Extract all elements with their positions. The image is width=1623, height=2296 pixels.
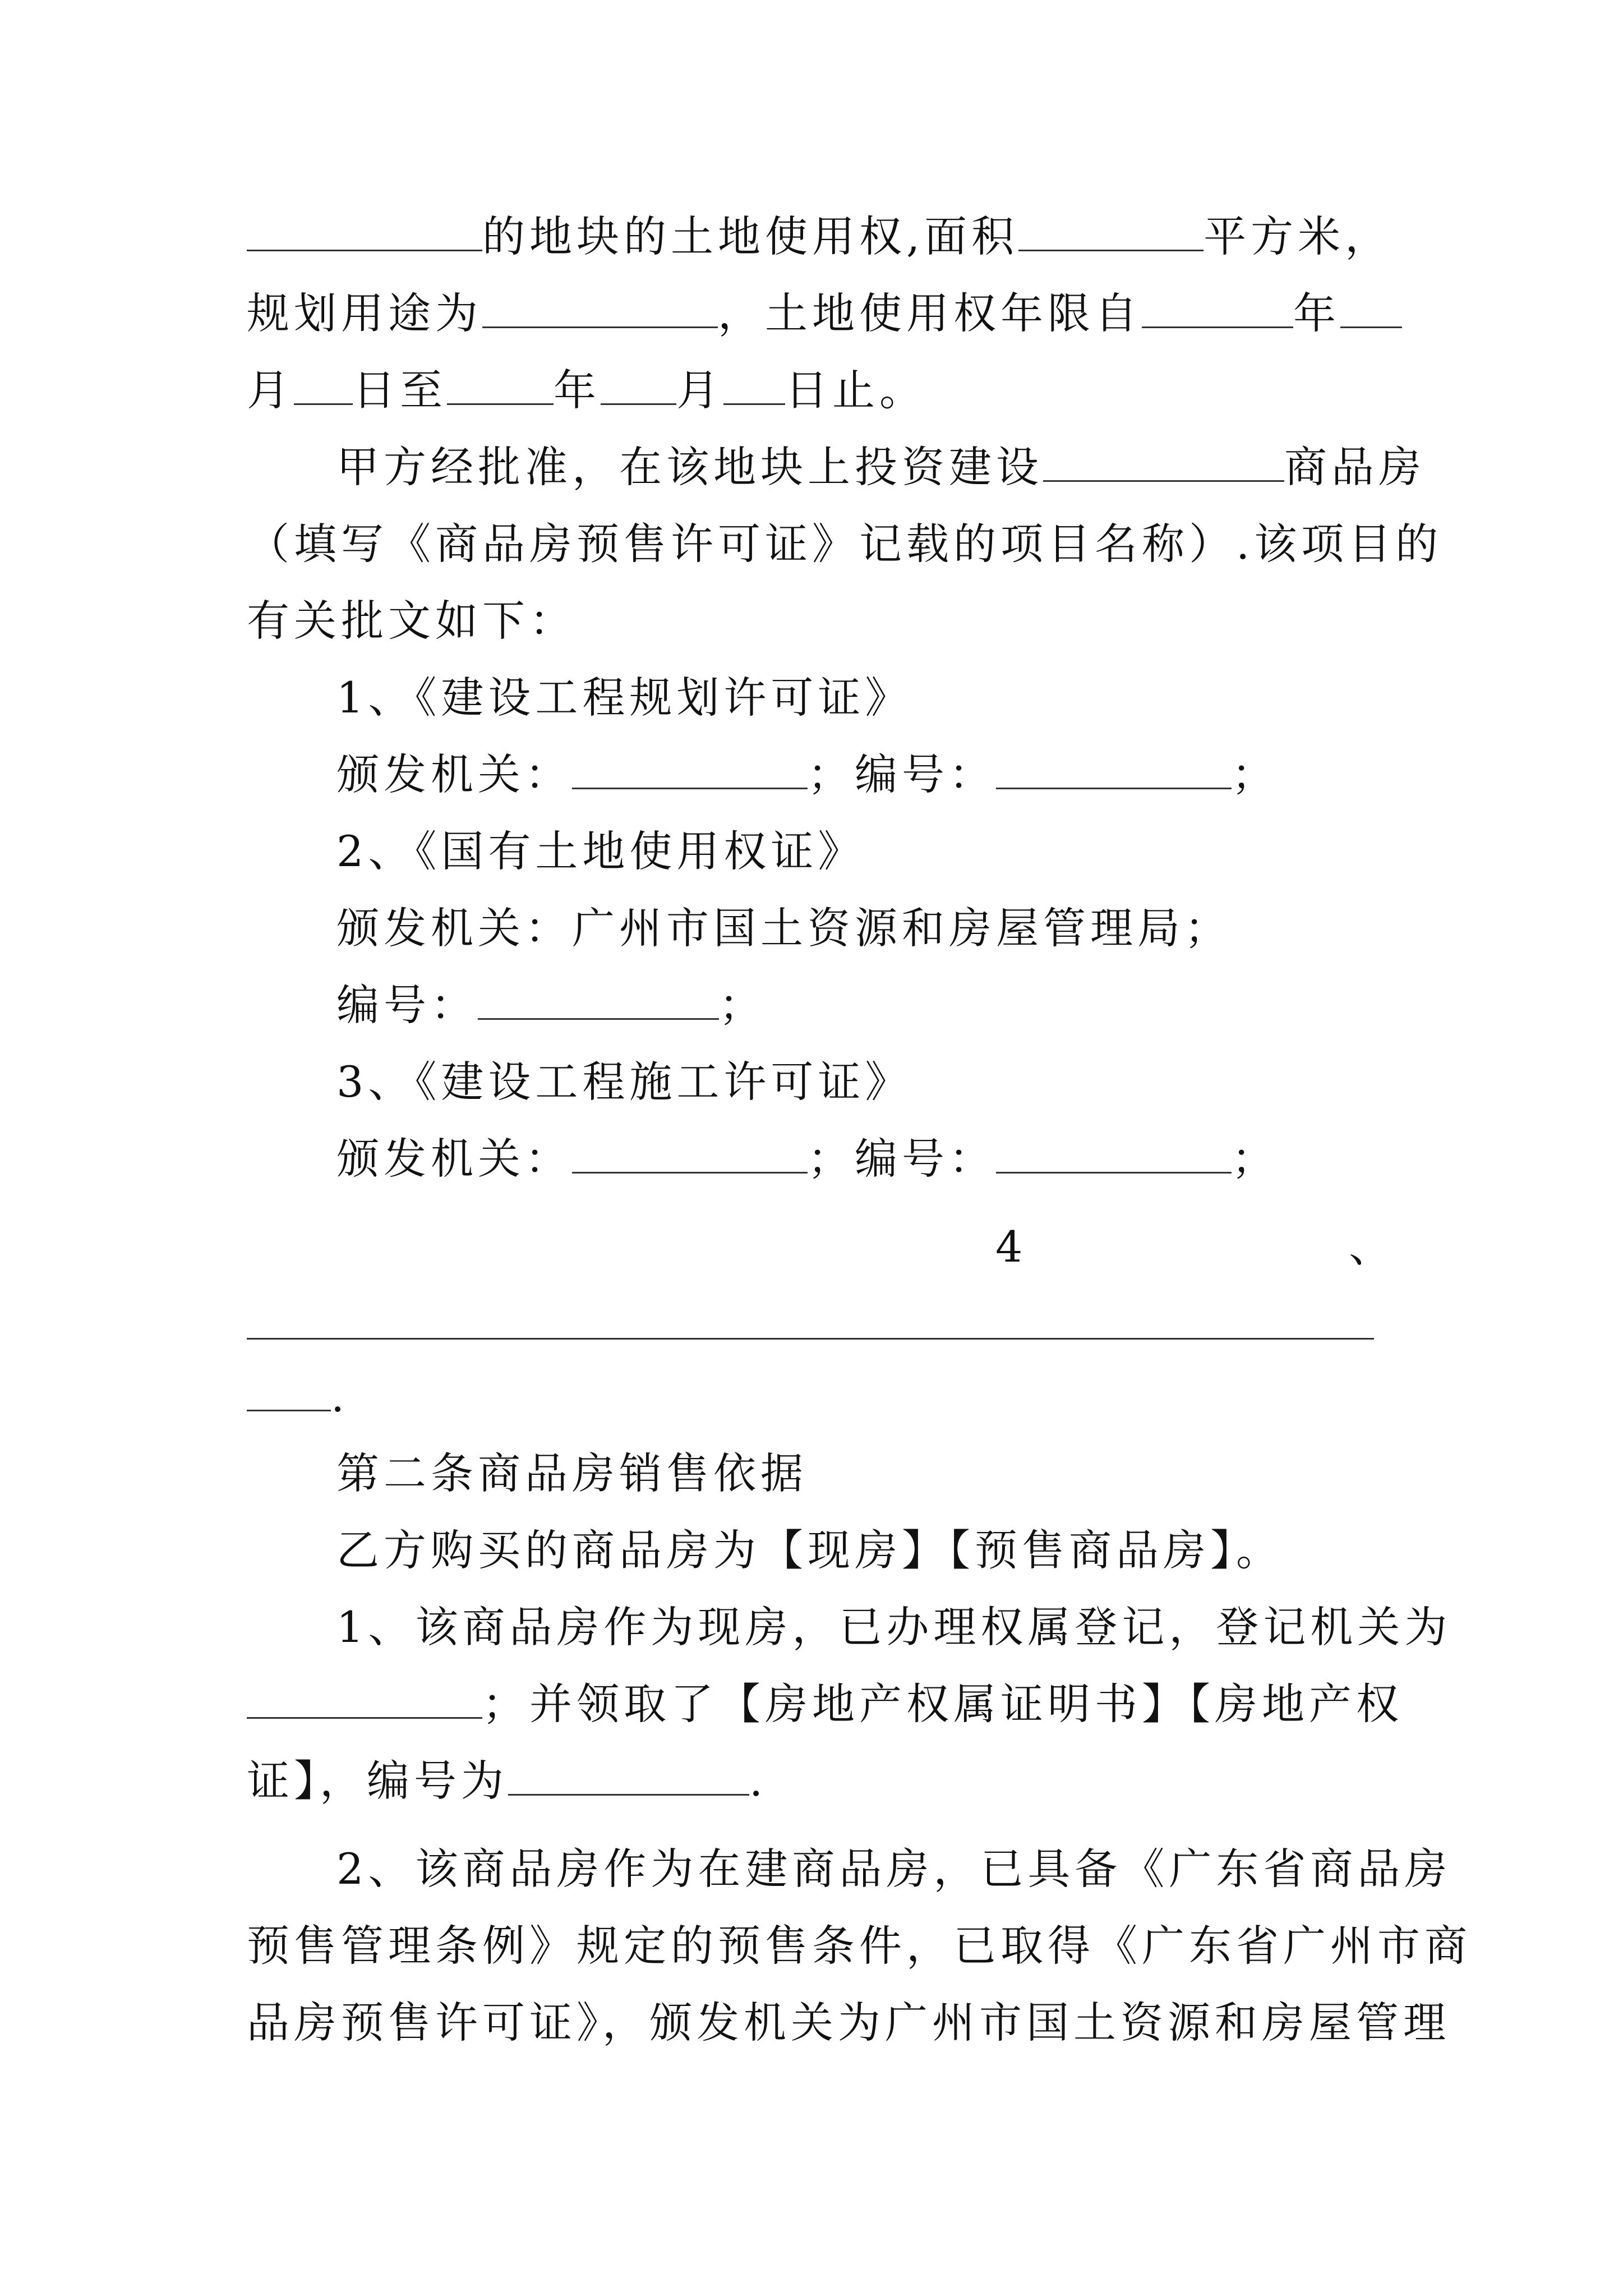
text-line-23 [247,1995,1450,2051]
text-segment: 日至 [353,365,447,415]
text-segment: ； [719,980,766,1030]
text-line-19 [247,1676,1403,1732]
text-segment: 的地块的土地使用权,面积 [482,211,1019,261]
text-segment: 月 [676,365,723,415]
text-line-8 [336,747,1279,803]
text-line-17 [336,1522,1283,1579]
text-segment: ； [1232,1134,1279,1184]
text-segment: ；编号： [808,749,996,799]
text-segment: 编号： [336,980,478,1030]
text-segment: 第二条商品房销售依据 [336,1448,808,1498]
item-number: 4 [995,1222,1027,1272]
text-segment: . [749,1756,768,1806]
text-segment: ； [1232,749,1279,799]
text-segment: 品房预售许可证》，颁发机关为广州市国土资源和房屋管理 [247,1998,1450,2047]
blank-field [478,983,719,1020]
text-segment: 平方米， [1204,211,1393,261]
blank-field [447,369,554,405]
text-line-13 [336,1131,1279,1187]
text-segment: 颁发机关： [336,1134,572,1184]
text-line-5 [247,516,1442,572]
blank-field [723,369,785,405]
text-segment: 甲方经批准，在该地块上投资建设 [336,442,1043,492]
text-line-4 [336,439,1426,495]
text-line-6 [247,593,577,649]
blank-field [1340,292,1402,328]
text-segment: ；并领取了【房地产权属证明书】【房地产权 [482,1679,1403,1729]
text-segment: 年 [1293,288,1340,338]
blank-field [572,753,808,789]
blank-field [996,1137,1232,1174]
text-segment: 有关批文如下： [247,596,577,646]
text-line-20 [247,1753,767,1809]
text-segment: 颁发机关：广州市国土资源和房屋管理局； [336,903,1232,953]
text-segment: . [331,1372,349,1421]
text-line-3 [247,362,926,418]
text-line-10 [336,900,1232,956]
text-segment: 2、该商品房作为在建商品房，已具备《广东省商品房 [336,1844,1452,1894]
long-blank-line [247,1338,1374,1340]
text-line-1 [247,209,1392,265]
blank-field [996,753,1232,789]
item-separator: 、 [1349,1222,1396,1272]
text-segment: 月 [247,365,294,415]
text-line-15 [247,1369,349,1425]
blank-field [601,369,676,405]
blank-field [247,1375,331,1411]
text-line-7 [336,670,912,726]
text-line-21 [336,1841,1451,1897]
text-line-9 [336,823,865,880]
text-segment: 年 [554,365,601,415]
text-segment: ；编号： [808,1134,996,1184]
text-segment: （填写《商品房预售许可证》记载的项目名称）.该项目的 [247,519,1443,569]
blank-field [508,1759,749,1796]
blank-field [572,1137,808,1174]
blank-field [482,292,718,328]
blank-field [247,215,482,251]
text-line-11 [336,977,766,1033]
text-segment: 1、《建设工程规划许可证》 [336,673,912,723]
blank-field [1142,292,1293,328]
text-segment: 预售管理条例》规定的预售条件，已取得《广东省广州市商 [247,1921,1472,1971]
text-segment: 2、《国有土地使用权证》 [336,826,865,876]
section-heading [336,1446,808,1502]
text-segment: 颁发机关： [336,749,572,799]
text-line-12 [336,1054,912,1110]
text-segment: 商品房 [1284,442,1426,492]
text-segment: ，土地使用权年限自 [718,288,1142,338]
blank-field [247,1682,482,1719]
text-segment: 3、《建设工程施工许可证》 [336,1057,912,1107]
text-line-22 [247,1918,1472,1974]
text-segment: 日止。 [785,365,926,415]
text-segment: 乙方购买的商品房为【现房】【预售商品房】。 [336,1525,1283,1575]
text-segment: 证】，编号为 [247,1756,508,1806]
blank-field [1043,445,1284,482]
text-segment: 规划用途为 [247,288,482,338]
blank-field [1018,215,1204,251]
text-line-2 [247,286,1402,342]
text-segment: 1、该商品房作为现房，已办理权属登记，登记机关为 [336,1602,1452,1652]
text-line-18 [336,1599,1451,1655]
blank-field [294,369,353,405]
